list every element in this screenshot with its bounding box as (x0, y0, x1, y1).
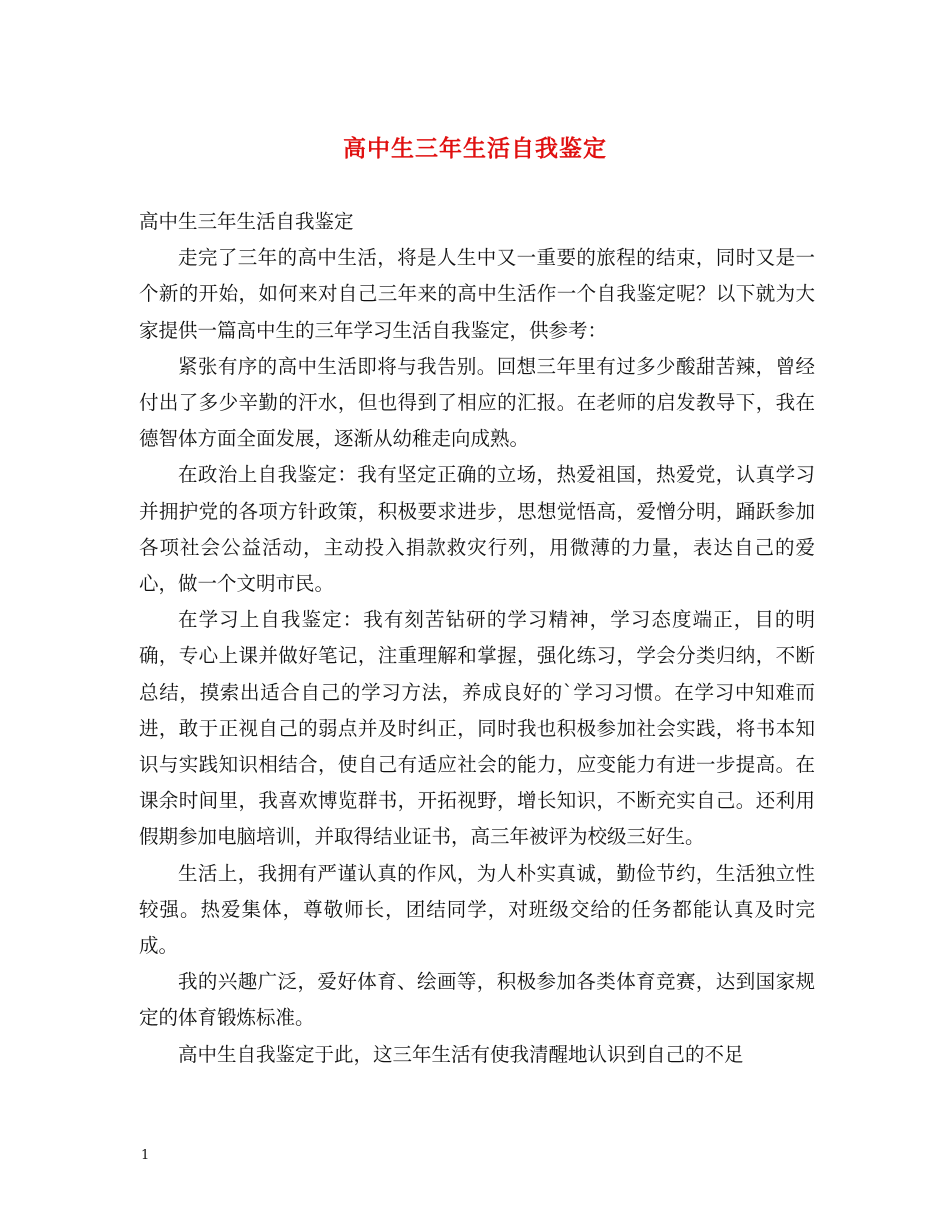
paragraph-overview: 紧张有序的高中生活即将与我告别。回想三年里有过多少酸甜苦辣，曾经付出了多少辛勤的汗水，但也得到了相应的汇报。在老师的启发教导下，我在德智体方面全面发展，逐渐从幼稚走向成熟。 (139, 354, 815, 451)
paragraph-interests: 我的兴趣广泛，爱好体育、绘画等，积极参加各类体育竞赛，达到国家规定的体育锻炼标准。 (139, 970, 815, 1030)
paragraph-intro: 走完了三年的高中生活，将是人生中又一重要的旅程的结束，同时又是一个新的开始，如何来对自己三年来的高中生活作一个自我鉴定呢？以下就为大家提供一篇高中生的三年学习生活自我鉴定，供参考： (139, 246, 815, 342)
paragraph-politics: 在政治上自我鉴定：我有坚定正确的立场，热爱祖国，热爱党，认真学习并拥护党的各项方针政策，积极要求进步，思想觉悟高，爱憎分明，踊跃参加各项社会公益活动，主动投入捐款救灾行列，用微薄的力量，表达自己的爱心，做一个文明市民。 (139, 463, 815, 596)
paragraph-life: 生活上，我拥有严谨认真的作风，为人朴实真诚，勤俭节约，生活独立性较强。热爱集体，尊敬师长，团结同学，对班级交给的任务都能认真及时完成。 (139, 861, 815, 958)
paragraph-study: 在学习上自我鉴定：我有刻苦钻研的学习精神，学习态度端正，目的明确，专心上课并做好笔记，注重理解和掌握，强化练习，学会分类归纳，不断总结，摸索出适合自己的学习方法，养成良好的`学习习惯。在学习中知难而进，敢于正视自己的弱点并及时纠正，同时我也积极参加社会实践，将书本知识与实践知识相结合，使自己有适应社会的能力，应变能力有进一步提高。在课余时间里，我喜欢博览群书，开拓视野，增长知识，不断充实自己。还利用假期参加电脑培训，并取得结业证书，高三年被评为校级三好生。 (139, 608, 815, 849)
document-title: 高中生三年生活自我鉴定 (343, 135, 607, 162)
page-number: 1 (141, 1148, 150, 1163)
document-subtitle: 高中生三年生活自我鉴定 (139, 210, 354, 233)
paragraph-conclusion: 高中生自我鉴定于此，这三年生活有使我清醒地认识到自己的不足 (178, 1042, 744, 1066)
document-body (139, 204, 815, 1073)
